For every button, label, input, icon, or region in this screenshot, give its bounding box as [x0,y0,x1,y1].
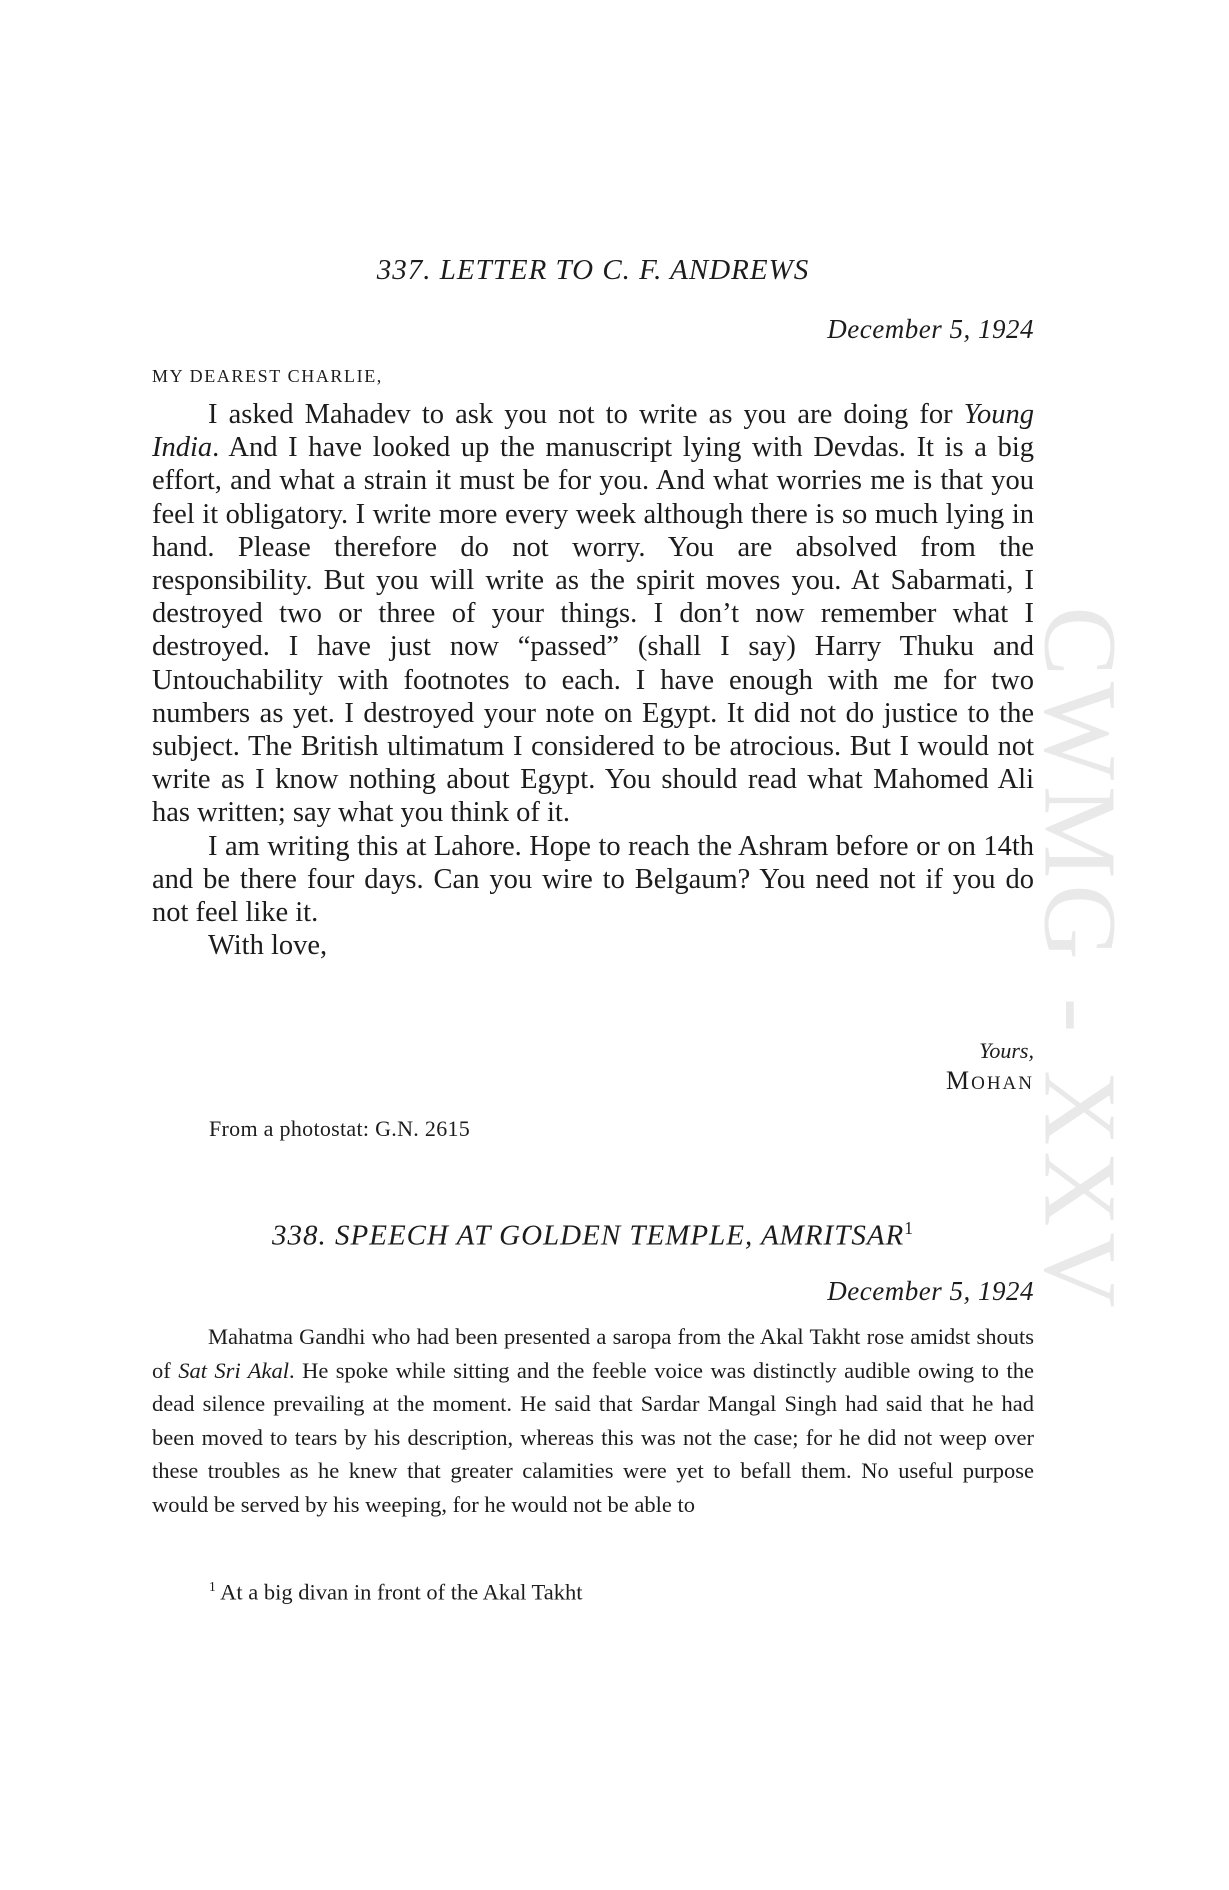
signature-rest: OHAN [971,1073,1034,1094]
speech-heading [152,1218,1034,1253]
speech-date: December 5, 1924 [827,1276,1034,1306]
letter-closing: With love, [208,930,328,962]
footnote-number: 1 [209,1579,216,1594]
footnote [209,1579,582,1606]
slogan-text: Sat Sri Akal [178,1357,289,1383]
letter-paragraph-1-text-b: . And I have looked up the manuscript lying with Devdas. It is a big effort, and what a strain it must be for you. And what worries me is that you feel it obligatory. I write more every week although there is so much lying in hand. Please therefore do not worry. You are absolved from the responsibility. But you will write as the spirit moves you. At Sabarmati, I destroyed two or three of your things. I don’t now remember what I destroyed. I have just now “passed” (shall I say) Harry Thuku and Untouchability with footnotes to each. I have enough with me for two numbers as yet. I destroyed your note on Egypt. It did not do justice to the subject. The British ultimatum I considered to be atrocious. But I would not write as I know nothing about Egypt. You should read what Mahomed Ali has written; say what you think of it. [152,432,1034,829]
speech-paragraph-1-text-a: Mahatma Gandhi who had been presented a saropa from the Akal Takht rose amidst shouts of [152,1324,1034,1383]
watermark [1020,480,1140,1440]
speech-paragraph-1 [152,1320,1034,1522]
speech-heading-text: 338. SPEECH AT GOLDEN TEMPLE, AMRITSAR [272,1219,905,1252]
signature-initial: M [945,1066,972,1095]
letter-paragraph-1-text-a: I asked Mahadev to ask you not to write as you are doing for [208,399,964,430]
letter-source-note: From a photostat: G.N. 2615 [209,1116,471,1141]
letter-signature [946,1066,1034,1096]
letter-date: December 5, 1924 [827,314,1034,344]
letter-heading: 337. LETTER TO C. F. ANDREWS [376,254,810,286]
letter-body [152,398,1034,962]
letter-salutation: MY DEAREST CHARLIE, [152,366,383,386]
speech-paragraph-1-text-b: . He spoke while sitting and the feeble voice was distinctly audible owing to the dead silence prevailing at the moment. He said that Sardar Mangal Singh had said that he had been moved to tears by his description, whereas this was not the case; for he did not weep over these troubles as he knew that greater calamities were yet to befall them. No useful purpose would be served by his weeping, for he would not be able to [152,1357,1034,1517]
letter-paragraph-2: I am writing this at Lahore. Hope to reach the Ashram before or on 14th and be there four days. Can you wire to Belgaum? You need not if you do not feel like it. [152,830,1034,929]
speech-body [152,1320,1034,1522]
letter-valediction: Yours, [979,1038,1034,1063]
letter-paragraph-1 [152,398,1034,830]
footnote-marker: 1 [904,1218,914,1238]
publication-title: Young India [152,399,1034,464]
watermark-text: CWMG - XXV [1022,606,1138,1314]
footnote-text: At a big divan in front of the Akal Takht [220,1579,583,1605]
